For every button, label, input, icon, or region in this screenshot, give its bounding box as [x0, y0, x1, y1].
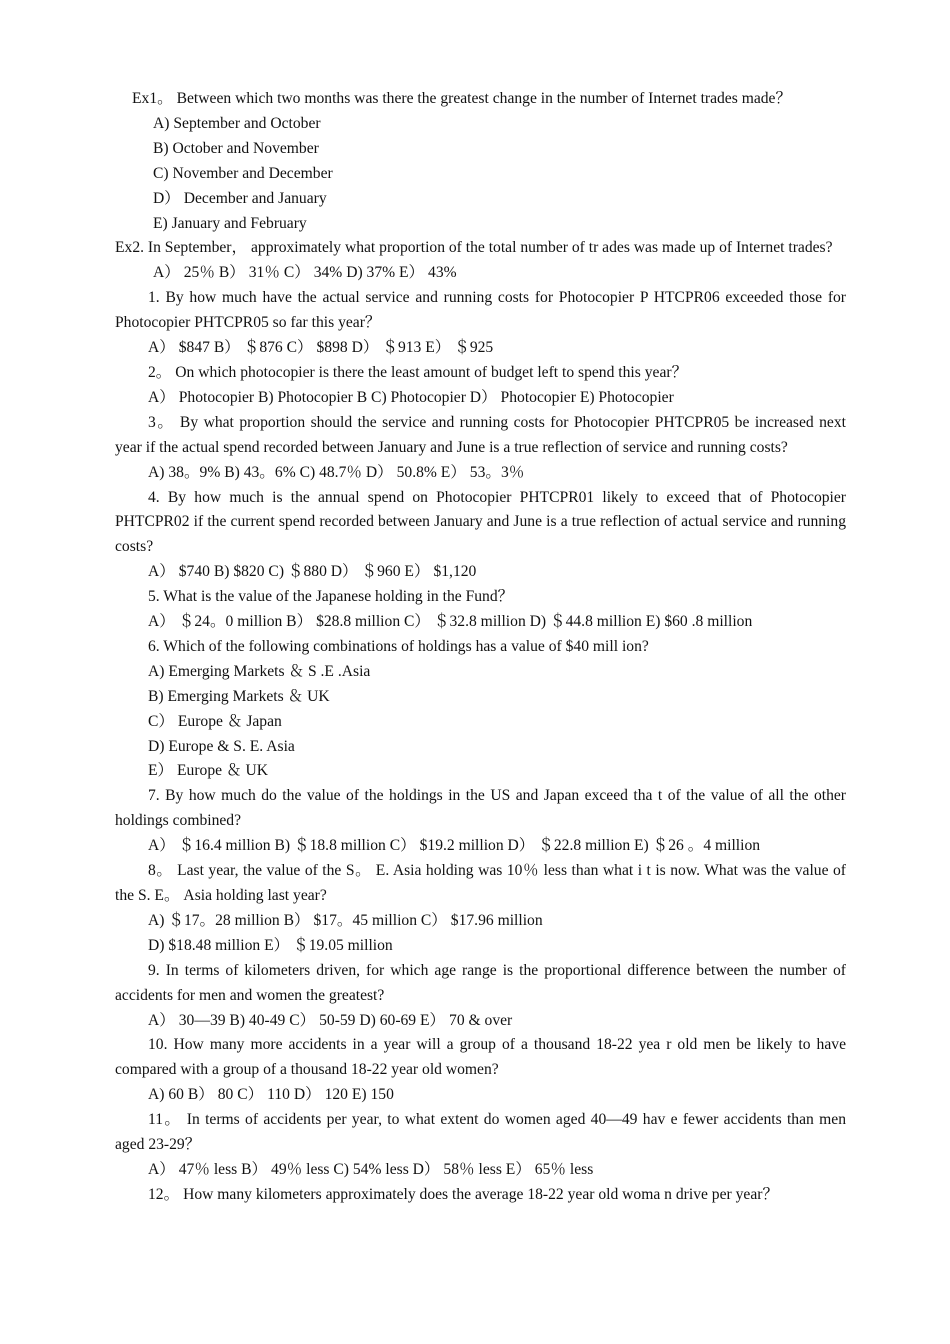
q11-options: A） 47％ less B） 49％ less C) 54% less D） 58％ less E） 65％ less [148, 1160, 594, 1178]
ex2-question: Ex2. In September， approximately what proportion of the total number of tr ades was made up of Internet trades? [115, 239, 833, 257]
q6-option-b: B) Emerging Markets ＆ UK [148, 687, 330, 705]
q10-question: 10. How many more accidents in a year will a group of a thousand 18-22 yea r old men be likely to have compared with a group of a thousand 18-22 year old women? [115, 1036, 846, 1079]
q10-options: A) 60 B） 80 C） 110 D） 120 E) 150 [148, 1086, 394, 1104]
ex1-option-e: E) January and February [153, 214, 307, 232]
q8-options-line-1: A) ＄17。28 million B） $17。45 million C） $17.96 million [148, 911, 543, 929]
q9-question: 9. In terms of kilometers driven, for which age range is the proportional difference between the number of accidents for men and women the greatest? [115, 961, 846, 1004]
ex1-option-a: A) September and October [153, 114, 321, 132]
q3-options: A) 38。9% B) 43。6% C) 48.7％ D） 50.8% E） 53。3％ [148, 463, 525, 481]
q1-question: 1. By how much have the actual service and running costs for Photocopier P HTCPR06 exceeded those for Photocopier PHTCPR05 so far this year？ [115, 289, 846, 332]
q6-question: 6. Which of the following combinations of holdings has a value of $40 mill ion? [148, 637, 649, 655]
q3-question: 3。 By what proportion should the service and running costs for Photocopier PHTCPR05 be increased next year if the actual spend recorded between January and June is a true reflection of service and running costs? [115, 413, 846, 456]
q6-option-c: C） Europe ＆ Japan [148, 712, 282, 730]
q1-options: A） $847 B） ＄876 C） $898 D） ＄913 E） ＄925 [148, 339, 494, 357]
q4-question: 4. By how much is the annual spend on Photocopier PHTCPR01 likely to exceed that of Photocopier PHTCPR02 if the current spend recorded between January and June is a true reflection of actual service and running costs? [115, 488, 846, 556]
q6-option-a: A) Emerging Markets ＆ S .E .Asia [148, 662, 371, 680]
ex1-option-d: D） December and January [153, 189, 327, 207]
q8-question: 8。 Last year, the value of the S。 E. Asia holding was 10％ less than what i t is now. What was the value of the S. E。 Asia holding last year? [115, 862, 846, 904]
ex1-question: Ex1。 Between which two months was there the greatest change in the number of Internet trades made？ [132, 90, 792, 107]
ex2-options: A） 25％ B） 31％ C） 34% D) 37% E） 43% [153, 264, 457, 282]
q6-option-d: D) Europe & S. E. Asia [148, 737, 295, 755]
q6-option-e: E） Europe ＆ UK [148, 762, 268, 780]
ex1-option-c: C) November and December [153, 164, 333, 182]
q11-question: 11。 In terms of accidents per year, to what extent do women aged 40—49 hav e fewer accidents than men aged 23-29？ [115, 1111, 846, 1154]
q5-options: A） ＄24。0 million B） $28.8 million C） ＄32.8 million D) ＄44.8 million E) $60 .8 million [148, 613, 753, 631]
q2-question: 2。 On which photocopier is there the least amount of budget left to spend this year？ [148, 363, 688, 381]
q5-question: 5. What is the value of the Japanese holding in the Fund？ [148, 588, 514, 606]
q8-options-line-2: D) $18.48 million E） ＄19.05 million [148, 936, 393, 954]
q9-options: A） 30—39 B) 40-49 C） 50-59 D) 60-69 E） 70 & over [148, 1011, 513, 1029]
ex1-option-b: B) October and November [153, 139, 319, 157]
document-page [115, 87, 846, 1208]
q4-options: A） $740 B) $820 C) ＄880 D） ＄960 E） $1,120 [148, 563, 477, 581]
q7-question: 7. By how much do the value of the holdings in the US and Japan exceed tha t of the value of all the other holdings combined? [115, 787, 846, 830]
q2-options: A） Photocopier B) Photocopier B C) Photocopier D） Photocopier E) Photocopier [148, 388, 674, 406]
q12-question: 12。 How many kilometers approximately does the average 18-22 year old woma n drive per year？ [148, 1185, 779, 1203]
q7-options: A） ＄16.4 million B) ＄18.8 million C） $19.2 million D） ＄22.8 million E) ＄26 。4 million [148, 837, 761, 855]
